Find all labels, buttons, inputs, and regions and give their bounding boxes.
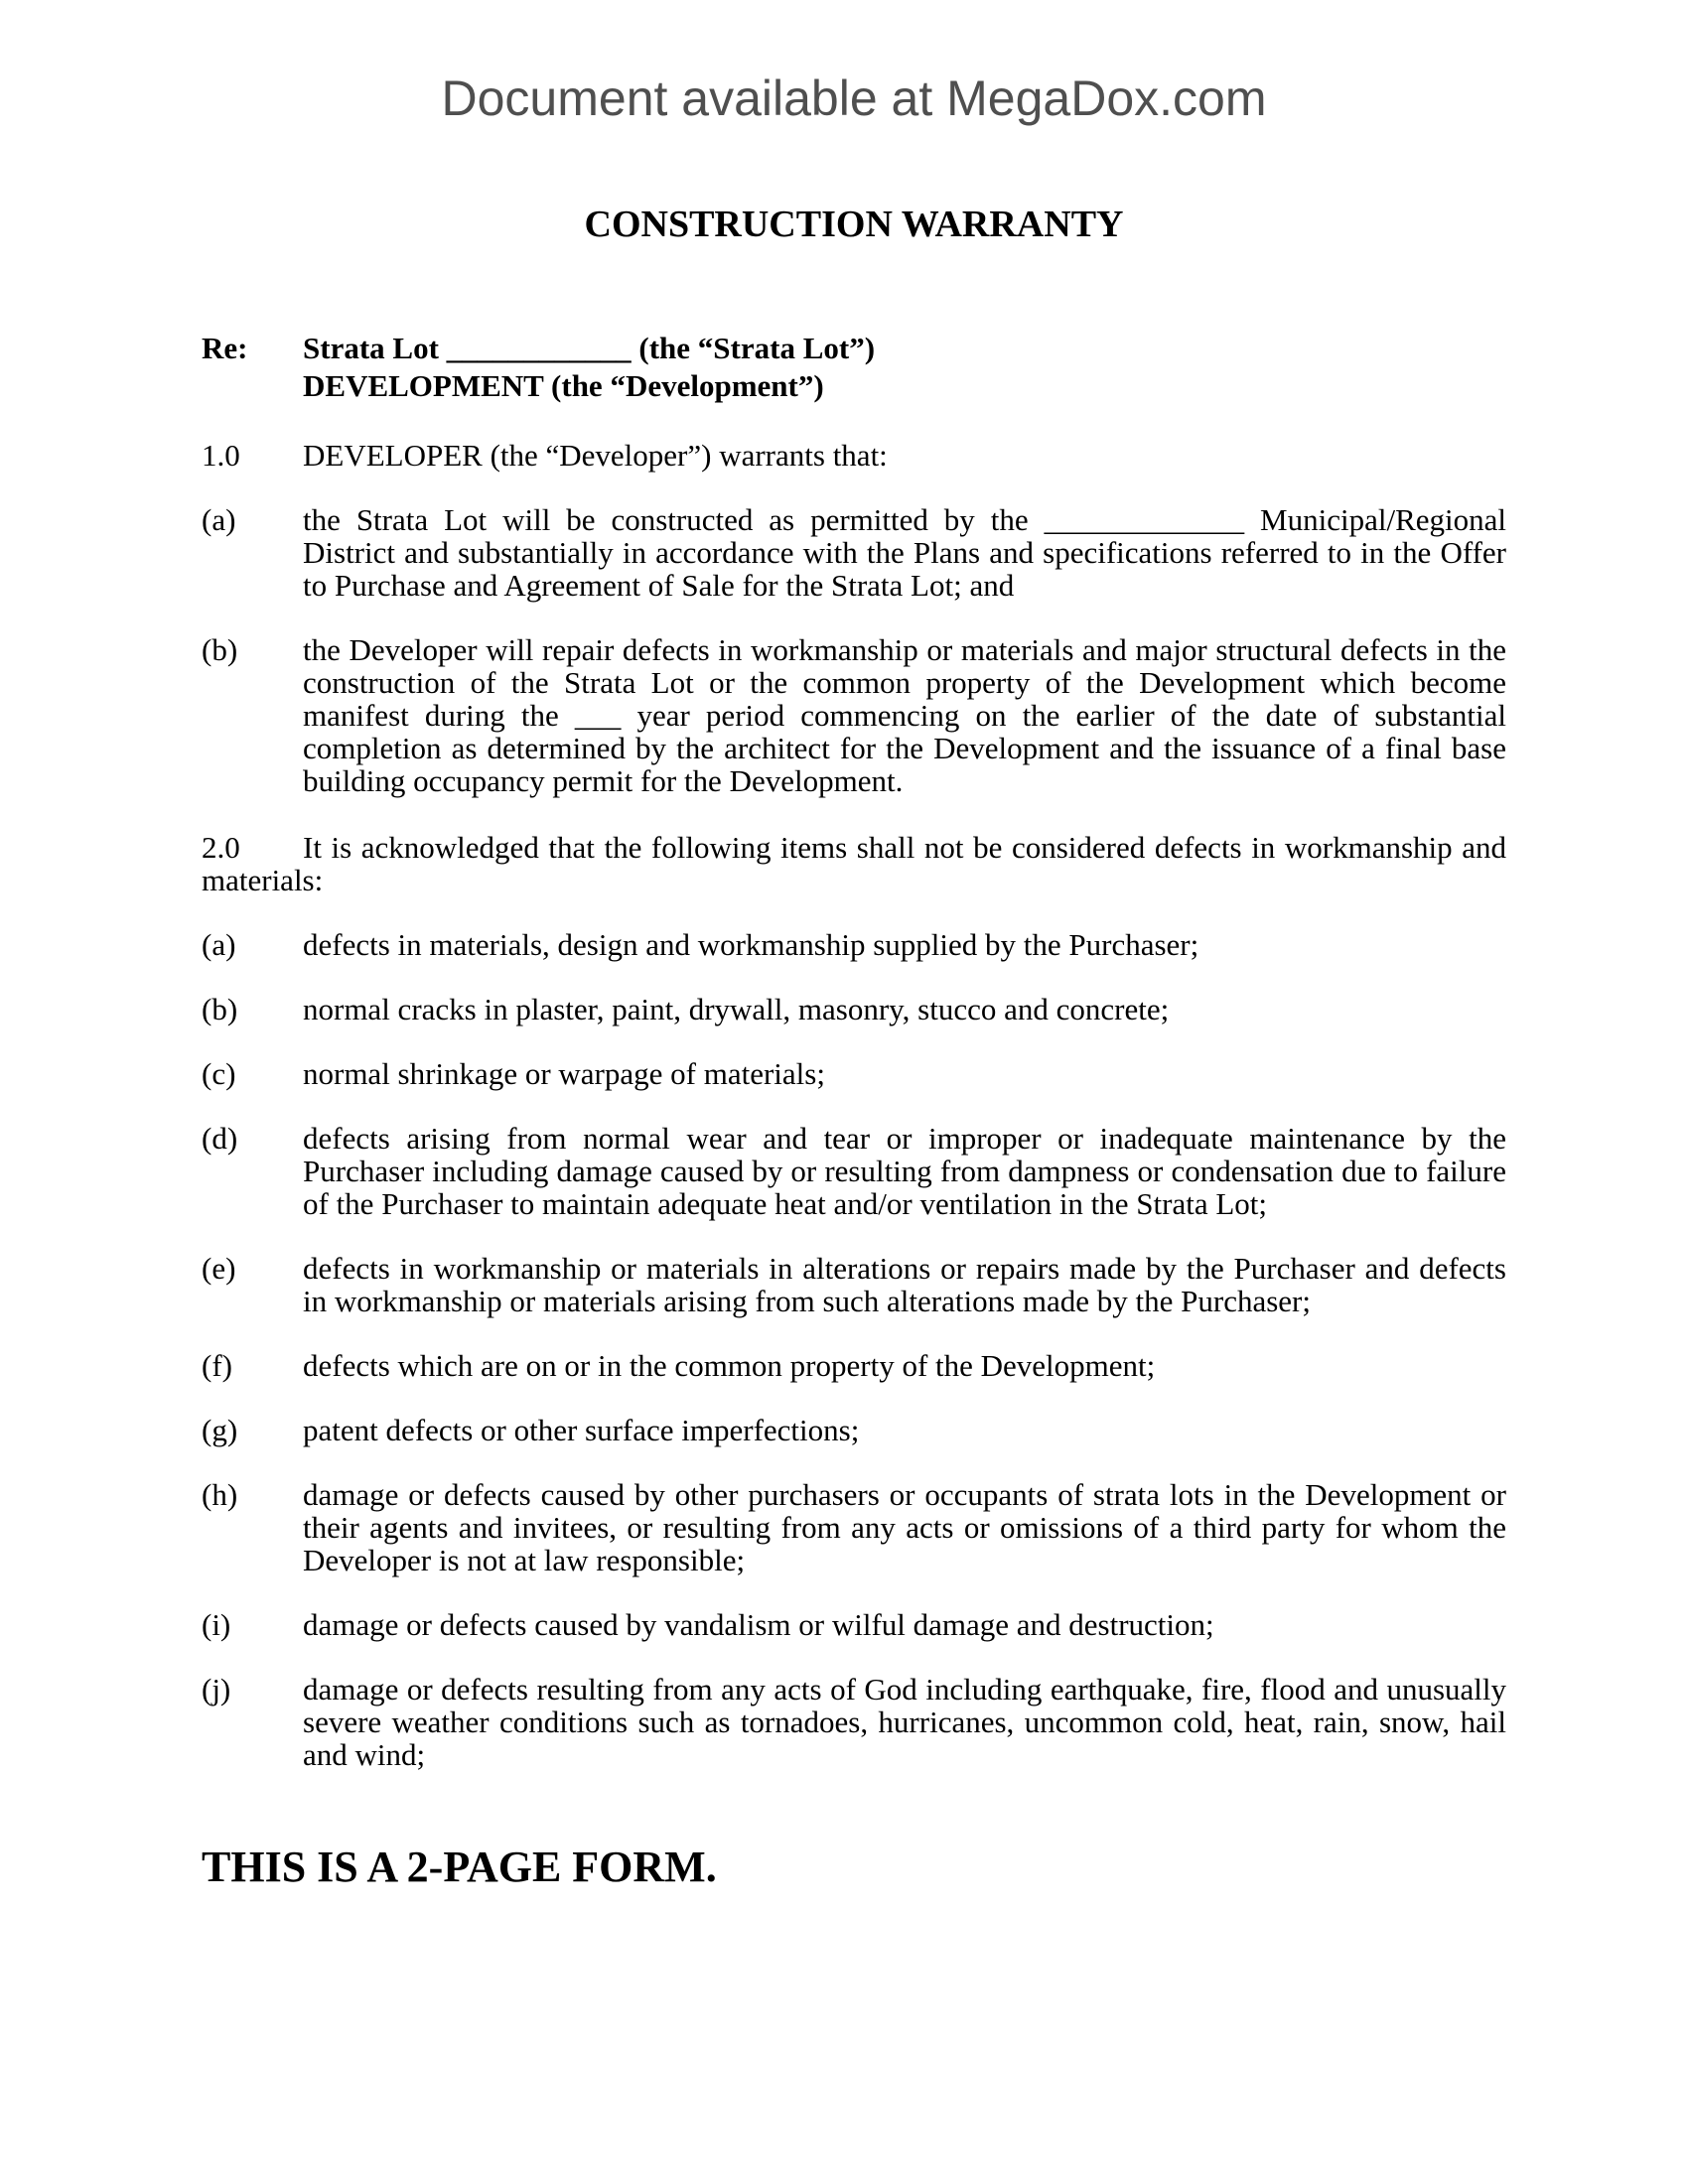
item-label: (b) — [202, 992, 238, 1026]
item-label: (j) — [202, 1672, 231, 1706]
section-2-heading — [202, 831, 1506, 896]
item-label: (c) — [202, 1056, 236, 1091]
item-label: (g) — [202, 1413, 238, 1447]
section-2-item-e — [202, 1252, 1506, 1317]
item-text: normal shrinkage or warpage of materials; — [303, 1056, 825, 1091]
re-label: Re: — [202, 331, 248, 365]
item-text: defects in workmanship or materials in alterations or repairs made by the Purchaser and defects in workmanship or materials arising from such alterations made by the Purchaser; — [303, 1251, 1506, 1318]
form-note: THIS IS A 2-PAGE FORM. — [202, 1843, 717, 1891]
item-label: (b) — [202, 632, 238, 667]
section-1-heading-text: DEVELOPER (the “Developer”) warrants that: — [303, 438, 888, 473]
re-strata-lot-line: Strata Lot ____________ (the “Strata Lot”) — [303, 331, 876, 365]
section-2-item-h — [202, 1478, 1506, 1576]
section-1-item-b — [202, 633, 1506, 797]
section-2-item-f — [202, 1349, 1506, 1382]
section-2-item-a — [202, 928, 1506, 961]
item-text: normal cracks in plaster, paint, drywall, masonry, stucco and concrete; — [303, 992, 1170, 1026]
section-2-item-c — [202, 1057, 1506, 1090]
item-label: (i) — [202, 1607, 231, 1642]
section-2-item-d — [202, 1122, 1506, 1220]
item-text: damage or defects resulting from any acts of God including earthquake, fire, flood and unusually severe weather conditions such as tornadoes, hurricanes, uncommon cold, heat, rain, snow, hail and wind; — [303, 1672, 1506, 1772]
section-2-item-j — [202, 1673, 1506, 1771]
item-label: (e) — [202, 1251, 236, 1286]
section-1-number: 1.0 — [202, 438, 240, 473]
item-label: (d) — [202, 1121, 238, 1156]
item-text: damage or defects caused by vandalism or wilful damage and destruction; — [303, 1607, 1214, 1642]
document-title: CONSTRUCTION WARRANTY — [584, 204, 1124, 245]
item-text: patent defects or other surface imperfections; — [303, 1413, 860, 1447]
item-text: damage or defects caused by other purchasers or occupants of strata lots in the Development or their agents and invitees, or resulting from any acts or omissions of a third party for whom the Developer is not at law responsible; — [303, 1477, 1506, 1577]
re-block — [202, 330, 1506, 405]
section-2-number: 2.0 — [202, 830, 240, 865]
item-text: defects arising from normal wear and tear or improper or inadequate maintenance by the Purchaser including damage caused by or resulting from dampness or condensation due to failure of the Purchaser to maintain adequate heat and/or ventilation in the Strata Lot; — [303, 1121, 1506, 1221]
item-text: defects in materials, design and workmanship supplied by the Purchaser; — [303, 927, 1199, 962]
item-text: the Developer will repair defects in workmanship or materials and major structural defects in the construction of the Strata Lot or the common property of the Development which become manifest during the ___ year period commencing on the earlier of the date of substantial completion as determined by the architect for the Development and the issuance of a final base building occupancy permit for the Development. — [303, 632, 1506, 798]
item-label: (f) — [202, 1348, 232, 1383]
item-text: defects which are on or in the common property of the Development; — [303, 1348, 1156, 1383]
item-label: (h) — [202, 1477, 238, 1512]
section-2-item-g — [202, 1414, 1506, 1446]
section-1-heading — [202, 439, 1506, 472]
item-label: (a) — [202, 502, 236, 537]
item-label: (a) — [202, 927, 236, 962]
item-text: the Strata Lot will be constructed as permitted by the _____________ Municipal/Regional District and substantially in accordance with the Plans and specifications referred to in the Offer to Purchase and Agreement of Sale for the Strata Lot; and — [303, 502, 1506, 603]
watermark-text: Document available at MegaDox.com — [441, 70, 1267, 126]
section-1-item-a — [202, 503, 1506, 602]
section-2-item-i — [202, 1608, 1506, 1641]
section-2-heading-text: It is acknowledged that the following items shall not be considered defects in workmanship and materials: — [202, 830, 1506, 897]
re-development-line: DEVELOPMENT (the “Development”) — [303, 368, 824, 403]
section-2-item-b — [202, 993, 1506, 1025]
